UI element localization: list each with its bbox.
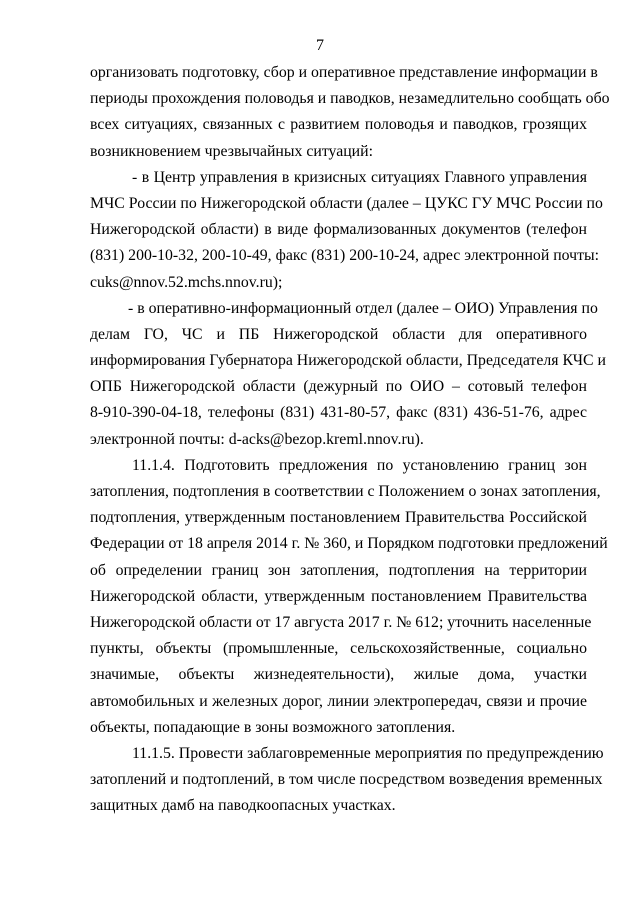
text-line: - в Центр управления в кризисных ситуациях Главного управления bbox=[132, 168, 587, 186]
text-line: (831) 200-10-32, 200-10-49, факс (831) 200-10-24, адрес электронной почты: bbox=[90, 247, 600, 265]
text-line: делам ГО, ЧС и ПБ Нижегородской области для оперативного bbox=[90, 325, 587, 343]
text-line: 8-910-390-04-18, телефоны (831) 431-80-57, факс (831) 436-51-76, адрес bbox=[90, 404, 587, 422]
text-line: подтопления, утвержденным постановлением Правительства Российской bbox=[90, 509, 587, 527]
text-line: Нижегородской области) в виде формализованных документов (телефон bbox=[90, 221, 587, 239]
text-line: организовать подготовку, сбор и оперативное представление информации в bbox=[90, 64, 598, 81]
text-line: электронной почты: d-acks@bezop.kreml.nnov.ru). bbox=[90, 430, 424, 448]
text-line: автомобильных и железных дорог, линии электропередач, связи и прочие bbox=[90, 692, 587, 710]
text-line: защитных дамб на паводкоопасных участках. bbox=[90, 797, 396, 815]
text-line: Нижегородской области, утвержденным постановлением Правительства bbox=[90, 587, 587, 605]
text-line: всех ситуациях, связанных с развитием половодья и паводков, грозящих bbox=[90, 116, 587, 134]
text-line: cuks@nnov.52.mchs.nnov.ru); bbox=[90, 273, 283, 291]
text-line: пункты, объекты (промышленные, сельскохозяйственные, социально bbox=[90, 640, 587, 658]
page-number: 7 bbox=[316, 37, 324, 54]
text-line: периоды прохождения половодья и паводков, незамедлительно сообщать обо bbox=[90, 90, 610, 108]
text-line: ОПБ Нижегородской области (дежурный по ОИО – сотовый телефон bbox=[90, 378, 587, 396]
text-line: информирования Губернатора Нижегородской области, Председателя КЧС и bbox=[90, 352, 606, 370]
text-line: МЧС России по Нижегородской области (далее – ЦУКС ГУ МЧС России по bbox=[90, 194, 603, 212]
text-line: объекты, попадающие в зоны возможного затопления. bbox=[90, 718, 456, 736]
text-line: Нижегородской области от 17 августа 2017 г. № 612; уточнить населенные bbox=[90, 613, 592, 631]
text-line: об определении границ зон затопления, подтопления на территории bbox=[90, 561, 587, 579]
text-line: значимые, объекты жизнедеятельности), жилые дома, участки bbox=[90, 666, 587, 684]
text-line: - в оперативно-информационный отдел (далее – ОИО) Управления по bbox=[128, 299, 598, 317]
text-line: Федерации от 18 апреля 2014 г. № 360, и Порядком подготовки предложений bbox=[90, 535, 608, 553]
text-line: 11.1.5. Провести заблаговременные мероприятия по предупреждению bbox=[132, 744, 604, 762]
text-line: возникновением чрезвычайных ситуаций: bbox=[90, 142, 373, 160]
body-text bbox=[90, 60, 610, 819]
text-line: 11.1.4. Подготовить предложения по установлению границ зон bbox=[132, 456, 587, 474]
text-line: затоплений и подтоплений, в том числе посредством возведения временных bbox=[90, 771, 603, 789]
text-line: затопления, подтопления в соответствии с Положением о зонах затопления, bbox=[90, 483, 601, 500]
